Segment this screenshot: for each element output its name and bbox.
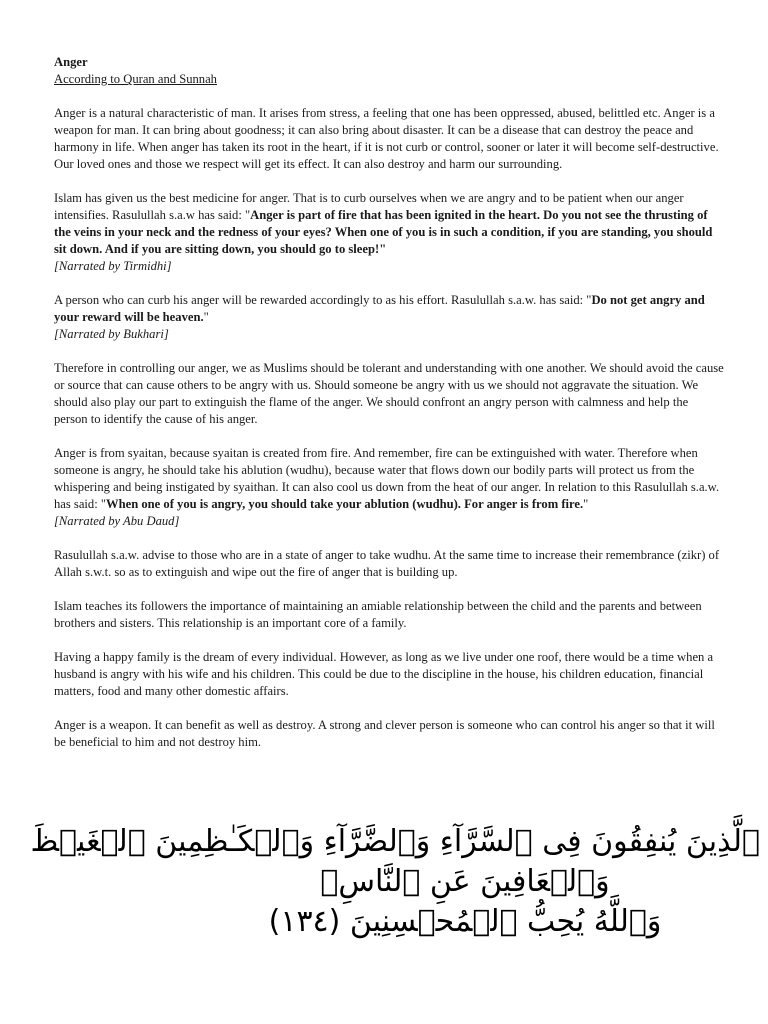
paragraph-9: Anger is a weapon. It can benefit as well as destroy. A strong and clever person is someone who can control his anger so that it will be beneficial to him and not destroy him. <box>54 718 715 749</box>
hadith-quote-abu-daud: When one of you is angry, you should take your ablution (wudhu). For anger is from fire. <box>106 497 584 511</box>
quote-close-mark: " <box>583 497 589 511</box>
document-body <box>54 54 724 768</box>
paragraph-4: Therefore in controlling our anger, we as Muslims should be tolerant and understanding with one another. We should avoid the cause or source that can cause others to be angry with us. Should someone be angry with us we should not aggravate the situation. We should also play our part to extinguish the flame of the anger. We should confront an angry person with calmness and help the person to identify the cause of his anger. <box>54 361 724 426</box>
paragraph-1: Anger is a natural characteristic of man. It arises from stress, a feeling that one has been oppressed, abused, belittled etc. Anger is a weapon for man. It can bring about goodness; it can also bring about disaster. It can be a disease that can destroy the peace and harmony in life. When anger has taken its root in the heart, if it is not curb or control, sooner or later it will become self-destructive. Our loved ones and those we respect will get its effect. It can also destroy and harm our surrounding. <box>54 106 719 171</box>
document-title: Anger <box>54 55 88 69</box>
paragraph-6: Rasulullah s.a.w. advise to those who are in a state of anger to take wudhu. At the same time to increase their remembrance (zikr) of Allah s.w.t. so as to extinguish and wipe out the fire of anger that is building up. <box>54 548 720 579</box>
paragraph-5 <box>54 445 724 513</box>
verse-line-3: وَٱللَّهُ يُحِبُّ ٱلۡمُحۡسِنِينَ (١٣٤) <box>268 904 662 939</box>
citation-tirmidhi: [Narrated by Tirmidhi] <box>54 259 172 273</box>
paragraph-2-text: Islam has given us the best medicine for anger. That is to curb ourselves when we are angry and to be patient when our anger intensifies. Rasulullah s.a.w has said: " <box>54 191 684 222</box>
quran-verse <box>30 822 760 942</box>
hadith-quote-bukhari: Do not get angry and your reward will be heaven. <box>54 293 705 324</box>
verse-line-2: وَٱلۡعَافِينَ عَنِ ٱلنَّاسِۗ <box>320 864 610 899</box>
citation-abu-daud: [Narrated by Abu Daud] <box>54 514 180 528</box>
paragraph-2 <box>54 190 724 258</box>
hadith-quote-tirmidhi: Anger is part of fire that has been ignited in the heart. Do you not see the thrusting of the veins in your neck and the redness of your eyes? When one of you is in such a condition, if you are standing, you should sit down. And if you are sitting down, you should go to sleep! <box>54 208 713 256</box>
quote-close-mark: " <box>203 310 209 324</box>
quote-close-mark: " <box>379 242 387 256</box>
verse-line-1: ٱلَّذِينَ يُنفِقُونَ فِى ٱلسَّرَّآءِ وَٱلضَّرَّآءِ وَٱلۡكَـٰظِمِينَ ٱلۡغَيۡظَ <box>30 824 760 859</box>
paragraph-5-text: Anger is from syaitan, because syaitan is created from fire. And remember, fire can be extinguished with water. Therefore when someone is angry, he should take his ablution (wudhu), because water that flows down our bodily parts will protect us from the whispering and being instigated by syaithan. It can also cool us down from the heat of our anger. In relation to this Rasulullah s.a.w. has said: " <box>54 446 720 511</box>
citation-bukhari: [Narrated by Bukhari] <box>54 327 169 341</box>
paragraph-7: Islam teaches its followers the importance of maintaining an amiable relationship between the child and the parents and between brothers and sisters. This relationship is an important core of a family. <box>54 599 702 630</box>
document-subtitle: According to Quran and Sunnah <box>54 72 217 86</box>
paragraph-8: Having a happy family is the dream of every individual. However, as long as we live under one roof, there would be a time when a husband is angry with his wife and his children. This could be due to the discipline in the house, his children education, financial matters, food and many other domestic affairs. <box>54 650 714 698</box>
paragraph-3 <box>54 292 724 326</box>
paragraph-3-text: A person who can curb his anger will be rewarded accordingly to as his effort. Rasulullah s.a.w. has said: " <box>54 293 592 307</box>
